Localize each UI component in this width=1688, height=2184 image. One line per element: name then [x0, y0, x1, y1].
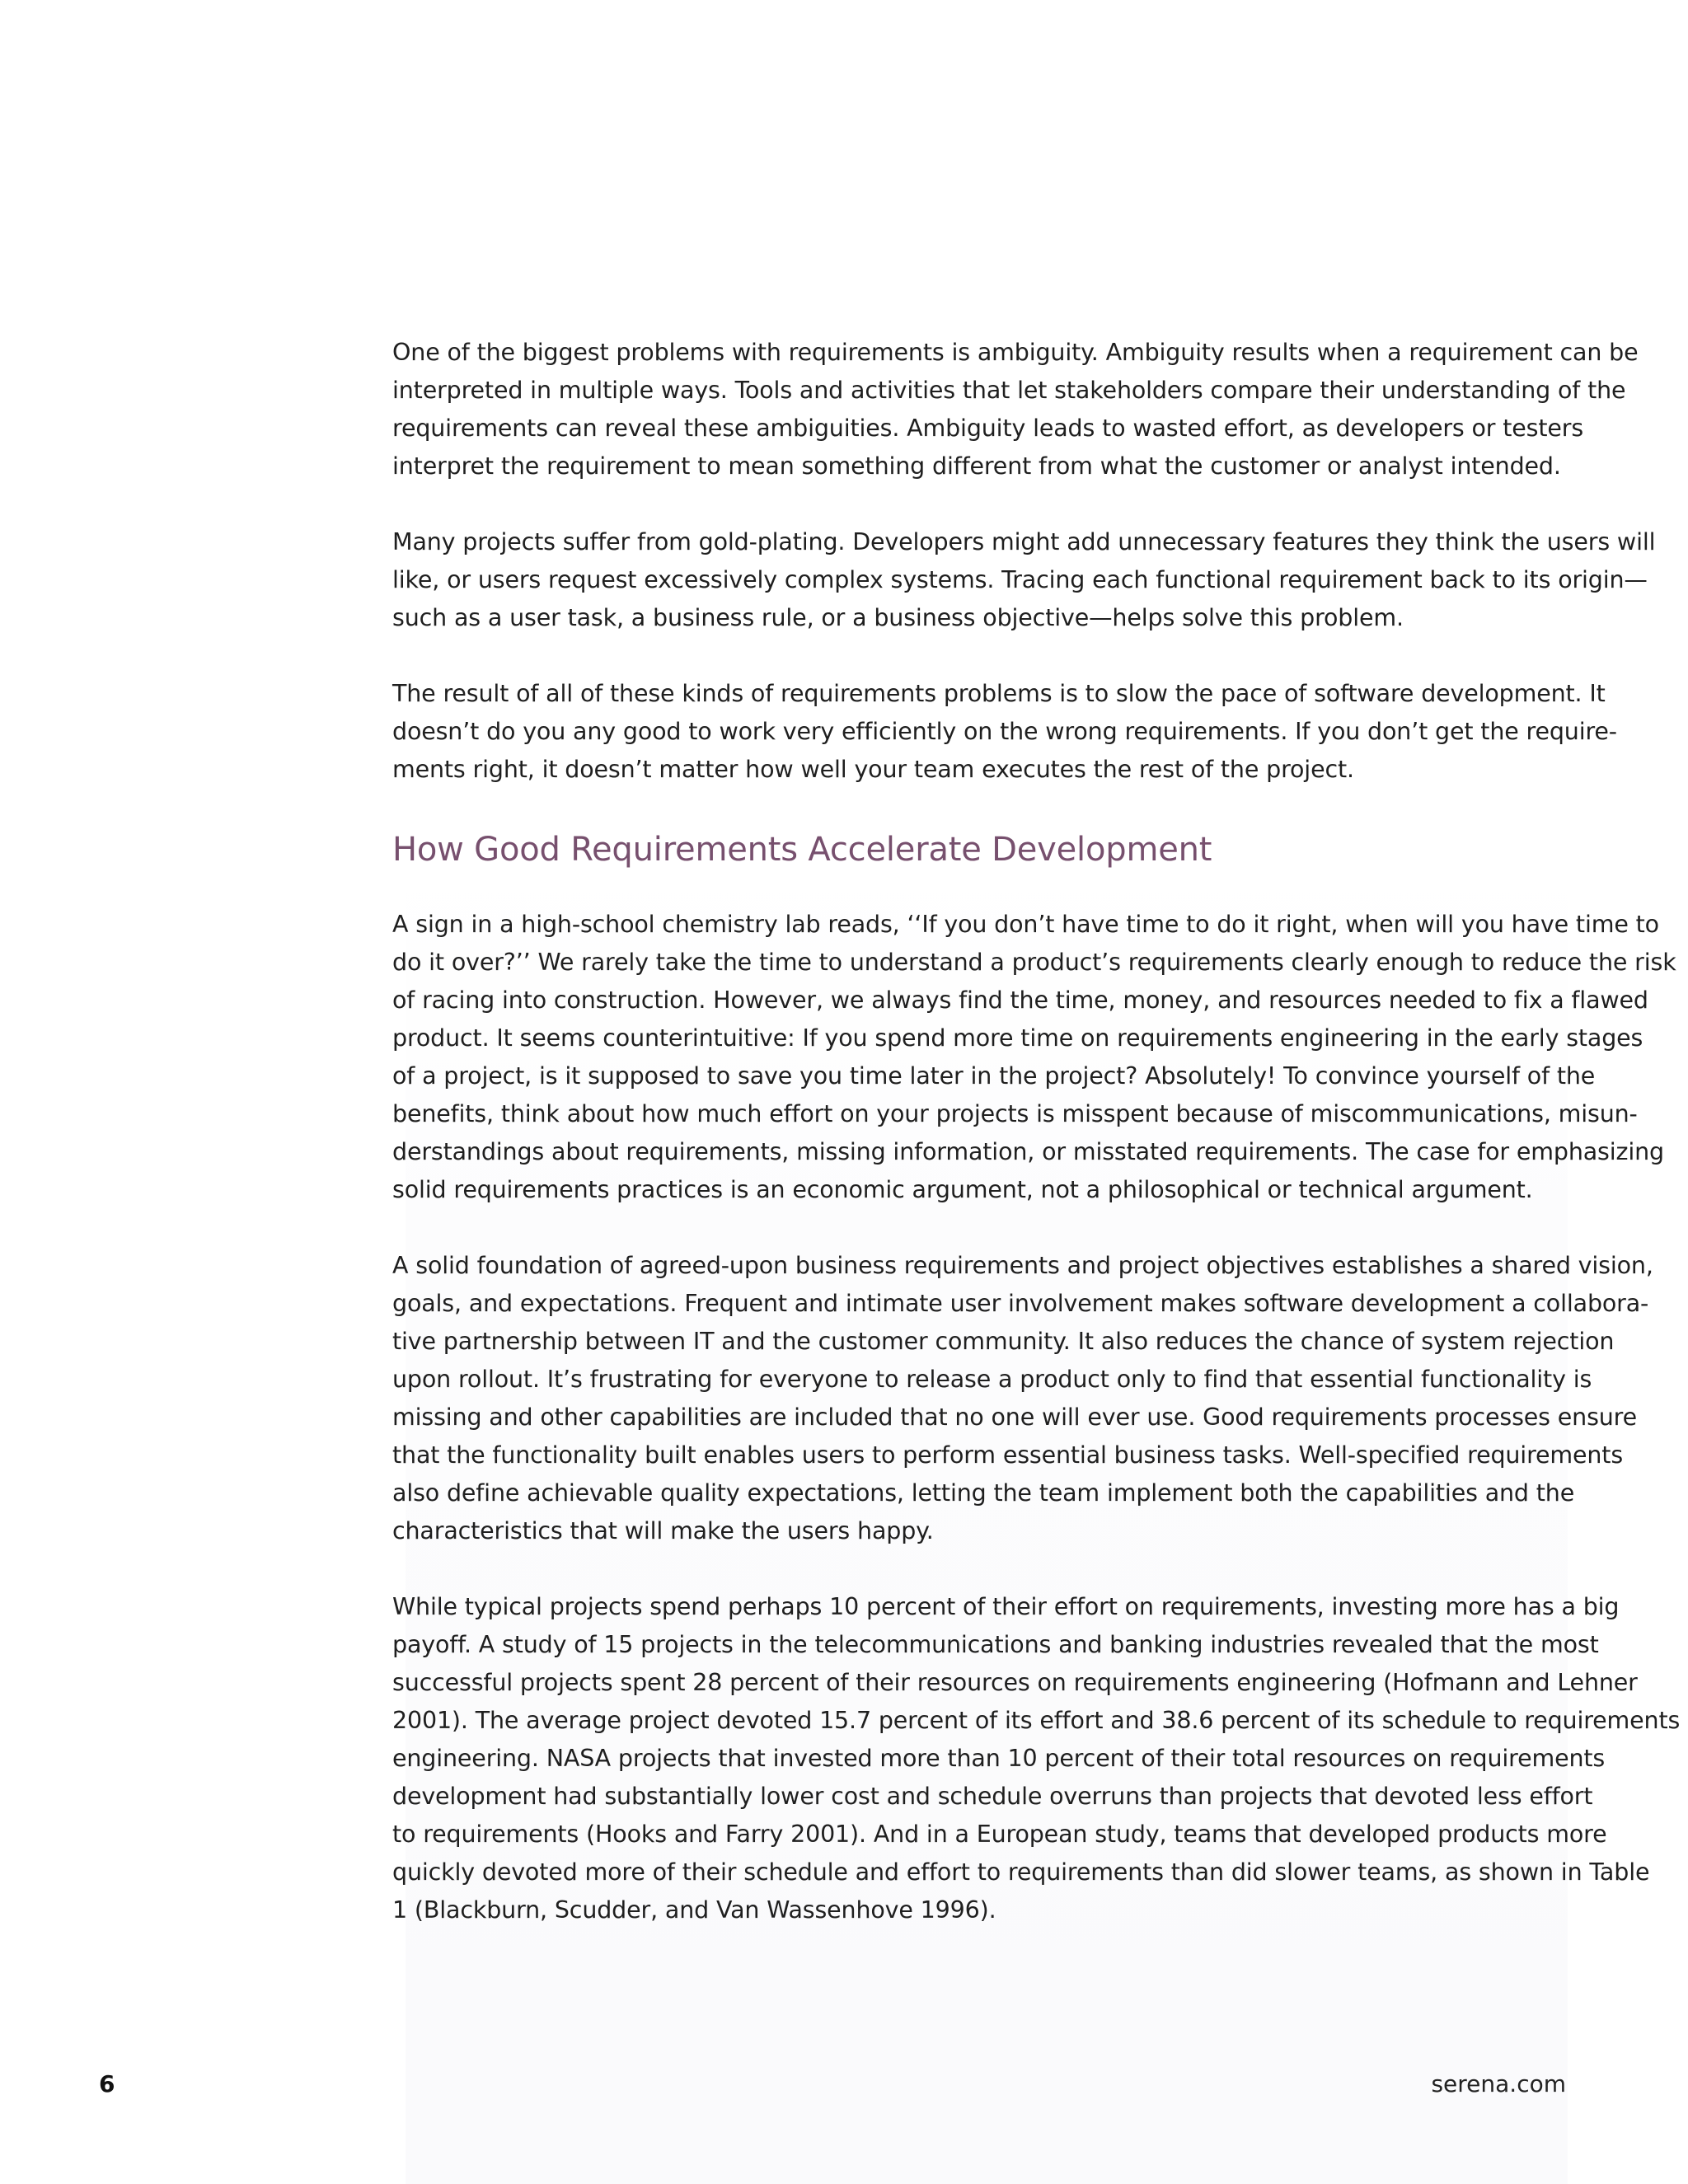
text-line: payoff. A study of 15 projects in the telecommunications and banking industries revealed that the most — [392, 1631, 1599, 1658]
text-line: ments right, it doesn’t matter how well your team executes the rest of the project. — [392, 756, 1354, 783]
paragraph — [392, 1588, 1681, 1929]
text-line: interpreted in multiple ways. Tools and activities that let stakeholders compare their understanding of the — [392, 377, 1626, 404]
text-line: of racing into construction. However, we always find the time, money, and resources needed to fix a flawed — [392, 987, 1648, 1014]
text-line: successful projects spent 28 percent of their resources on requirements engineering (Hofmann and Lehner — [392, 1669, 1638, 1696]
page-number: 6 — [99, 2070, 115, 2097]
intro-section — [392, 334, 1656, 789]
text-line: to requirements (Hooks and Farry 2001). And in a European study, teams that developed products more — [392, 1821, 1607, 1848]
text-line: 2001). The average project devoted 15.7 percent of its effort and 38.6 percent of its schedule to requirements — [392, 1707, 1681, 1734]
paragraph — [392, 523, 1656, 637]
paragraph — [392, 334, 1639, 485]
text-line: One of the biggest problems with requirements is ambiguity. Ambiguity results when a requirement can be — [392, 339, 1639, 366]
text-line: requirements can reveal these ambiguities. Ambiguity leads to wasted effort, as developers or testers — [392, 415, 1584, 442]
document-body — [392, 334, 1681, 1967]
text-line: interpret the requirement to mean something different from what the customer or analyst intended. — [392, 452, 1561, 480]
text-line: engineering. NASA projects that invested more than 10 percent of their total resources on requirements — [392, 1745, 1606, 1772]
text-line: of a project, is it supposed to save you time later in the project? Absolutely! To convince yourself of the — [392, 1062, 1596, 1090]
text-line: quickly devoted more of their schedule and effort to requirements than did slower teams, as shown in Table — [392, 1858, 1650, 1886]
text-line: tive partnership between IT and the customer community. It also reduces the chance of system rejection — [392, 1328, 1615, 1355]
text-line: characteristics that will make the users happy. — [392, 1517, 934, 1544]
footer-site-link[interactable]: serena.com — [1431, 2070, 1566, 2097]
text-line: benefits, think about how much effort on your projects is misspent because of miscommunications, misun- — [392, 1100, 1638, 1127]
text-line: doesn’t do you any good to work very efficiently on the wrong requirements. If you don’t get the require- — [392, 718, 1617, 745]
text-line: While typical projects spend perhaps 10 percent of their effort on requirements, investing more has a big — [392, 1593, 1620, 1620]
paragraph — [392, 906, 1676, 1209]
text-line: such as a user task, a business rule, or a business objective—helps solve this problem. — [392, 604, 1404, 631]
text-line: A sign in a high-school chemistry lab reads, ‘‘If you don’t have time to do it right, when will you have time to — [392, 911, 1659, 938]
text-line: The result of all of these kinds of requirements problems is to slow the pace of software development. It — [392, 680, 1606, 707]
text-line: do it over?’’ We rarely take the time to understand a product’s requirements clearly enough to reduce the risk — [392, 949, 1676, 976]
main-section — [392, 906, 1681, 1929]
text-line: Many projects suffer from gold-plating. Developers might add unnecessary features they think the users will — [392, 528, 1656, 555]
section-heading: How Good Requirements Accelerate Development — [392, 831, 1212, 869]
text-line: development had substantially lower cost and schedule overruns than projects that devoted less effort — [392, 1783, 1593, 1810]
text-line: 1 (Blackburn, Scudder, and Van Wassenhove 1996). — [392, 1896, 996, 1924]
text-line: that the functionality built enables users to perform essential business tasks. Well-specified requirements — [392, 1441, 1624, 1469]
text-line: product. It seems counterintuitive: If you spend more time on requirements engineering in the early stages — [392, 1024, 1643, 1052]
text-line: derstandings about requirements, missing information, or misstated requirements. The case for emphasizing — [392, 1138, 1664, 1165]
paragraph — [392, 1247, 1653, 1550]
text-line: goals, and expectations. Frequent and intimate user involvement makes software development a collabora- — [392, 1290, 1649, 1317]
text-line: upon rollout. It’s frustrating for everyone to release a product only to find that essential functionality is — [392, 1366, 1592, 1393]
text-line: like, or users request excessively complex systems. Tracing each functional requirement back to its origin— — [392, 566, 1648, 593]
text-line: missing and other capabilities are included that no one will ever use. Good requirements processes ensure — [392, 1404, 1638, 1431]
text-line: A solid foundation of agreed-upon business requirements and project objectives establishes a shared vision, — [392, 1252, 1653, 1279]
paragraph — [392, 675, 1617, 789]
text-line: solid requirements practices is an economic argument, not a philosophical or technical argument. — [392, 1176, 1533, 1203]
text-line: also define achievable quality expectations, letting the team implement both the capabilities and the — [392, 1479, 1575, 1507]
